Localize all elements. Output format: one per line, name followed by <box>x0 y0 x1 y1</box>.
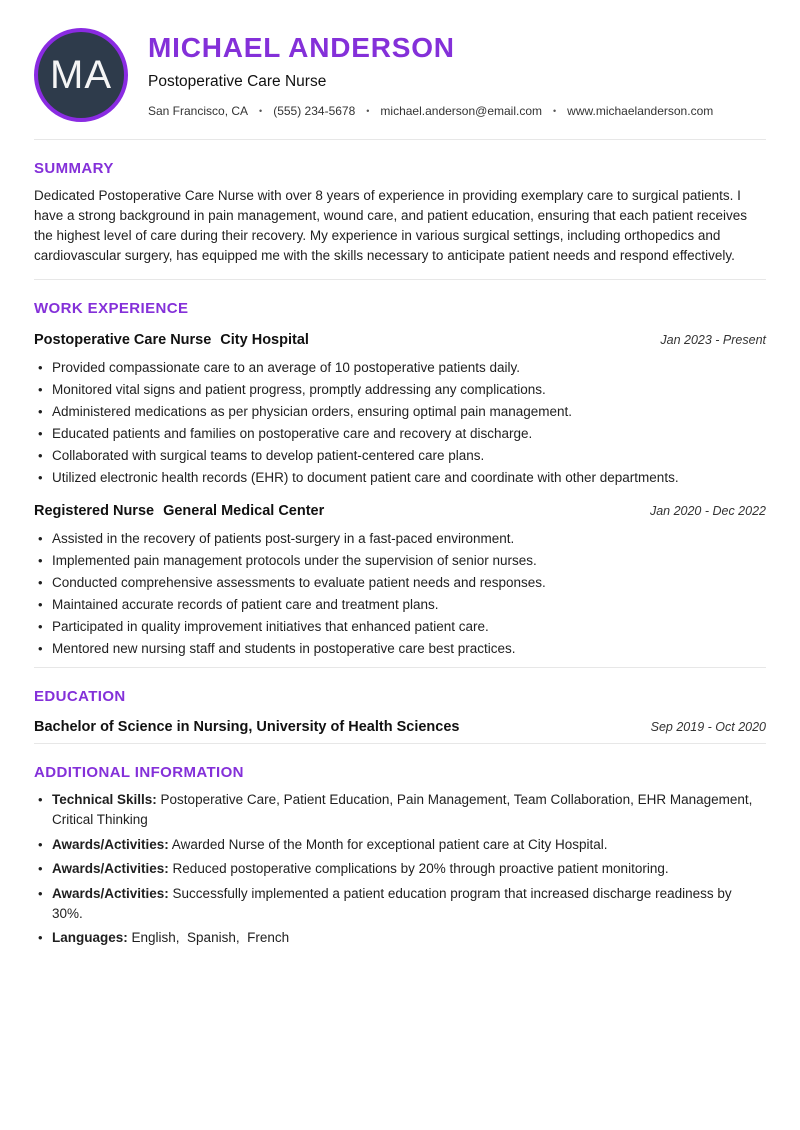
additional-info-item <box>34 859 766 879</box>
job-dates: Jan 2020 - Dec 2022 <box>649 504 766 518</box>
contact-row <box>148 104 713 118</box>
info-text: Awarded Nurse of the Month for exceptional patient care at City Hospital. <box>168 836 608 852</box>
info-text: Reduced postoperative complications by 20% through proactive patient monitoring. <box>168 861 669 876</box>
summary-heading: SUMMARY <box>34 160 114 177</box>
work-experience-heading: WORK EXPERIENCE <box>34 300 189 317</box>
job-bullet: • Administered medications as per physician orders, ensuring optimal pain management. <box>34 402 766 422</box>
job-bullet: • Participated in quality improvement initiatives that enhanced patient care. <box>34 617 766 637</box>
candidate-title: Postoperative Care Nurse <box>148 73 327 90</box>
job-company: General Medical Center <box>163 503 325 519</box>
additional-info-item <box>34 835 766 855</box>
education-dates: Sep 2019 - Oct 2020 <box>650 720 766 734</box>
job-bullet-list <box>34 529 766 659</box>
info-label: Awards/Activities: <box>52 861 169 876</box>
avatar <box>34 28 128 122</box>
job-bullet: • Utilized electronic health records (EHR) to document patient care and coordinate with other departments. <box>34 468 766 488</box>
job-dates: Jan 2023 - Present <box>660 333 766 347</box>
job-bullet: • Maintained accurate records of patient care and treatment plans. <box>34 595 766 615</box>
info-label: Languages: <box>52 930 128 945</box>
divider <box>34 743 766 744</box>
job-bullet: • Conducted comprehensive assessments to evaluate patient needs and responses. <box>34 573 766 593</box>
contact-email: michael.anderson@email.com <box>380 104 543 118</box>
info-text: Successfully implemented a patient education program that increased discharge readiness by 30%. <box>52 885 736 921</box>
education-entry <box>34 719 766 735</box>
job-header <box>34 331 766 349</box>
avatar-initials: MA <box>50 52 112 97</box>
info-label: Technical Skills: <box>52 792 157 807</box>
job-role: Registered Nurse <box>34 503 155 519</box>
job-company: City Hospital <box>220 332 309 348</box>
contact-website: www.michaelanderson.com <box>567 104 714 118</box>
contact-separator: • <box>259 106 263 116</box>
job-block <box>34 502 766 659</box>
info-label: Awards/Activities: <box>52 836 169 852</box>
summary-text: Dedicated Postoperative Care Nurse with over 8 years of experience in providing exemplary care to surgical patients. I have a strong background in pain management, wound care, and patient education, ensuring that each patient receives the highest level of care during their recovery. My experience in various surgical settings, including orthopedics and cardiovascular surgery, has equipped me with the skills necessary to anticipate patient needs and respond effectively. <box>34 188 747 263</box>
additional-info-item <box>34 884 766 924</box>
divider <box>34 279 766 280</box>
contact-separator: • <box>366 106 370 116</box>
job-bullet: • Provided compassionate care to an average of 10 postoperative patients daily. <box>34 358 766 378</box>
education-heading: EDUCATION <box>34 688 126 705</box>
contact-separator: • <box>553 106 557 116</box>
education-degree: Bachelor of Science in Nursing, University of Health Sciences <box>34 719 460 735</box>
info-text: English, Spanish, French <box>127 930 290 945</box>
contact-location: San Francisco, CA <box>148 104 249 118</box>
candidate-name: MICHAEL ANDERSON <box>148 32 455 63</box>
info-text: Postoperative Care, Patient Education, Pain Management, Team Collaboration, EHR Management, Critical Thinking <box>52 792 757 827</box>
divider <box>34 667 766 668</box>
divider <box>34 139 766 140</box>
job-title-line <box>34 502 324 520</box>
job-header <box>34 502 766 520</box>
job-block <box>34 331 766 488</box>
job-bullet: • Collaborated with surgical teams to develop patient-centered care plans. <box>34 446 766 466</box>
additional-info-item <box>34 928 766 948</box>
resume-header <box>34 28 766 122</box>
job-title-line <box>34 331 309 349</box>
job-role: Postoperative Care Nurse <box>34 332 212 348</box>
additional-info-list <box>34 790 766 948</box>
job-bullet: • Mentored new nursing staff and students in postoperative care best practices. <box>34 639 766 659</box>
job-bullet-list <box>34 358 766 488</box>
contact-phone: (555) 234-5678 <box>273 104 356 118</box>
header-text <box>148 32 713 118</box>
info-label: Awards/Activities: <box>52 885 169 901</box>
job-bullet: • Educated patients and families on postoperative care and recovery at discharge. <box>34 424 766 444</box>
additional-info-item <box>34 790 766 830</box>
job-bullet: • Implemented pain management protocols under the supervision of senior nurses. <box>34 551 766 571</box>
job-bullet: • Assisted in the recovery of patients post-surgery in a fast-paced environment. <box>34 529 766 549</box>
job-bullet: • Monitored vital signs and patient progress, promptly addressing any complications. <box>34 380 766 400</box>
additional-information-heading: ADDITIONAL INFORMATION <box>34 764 244 781</box>
